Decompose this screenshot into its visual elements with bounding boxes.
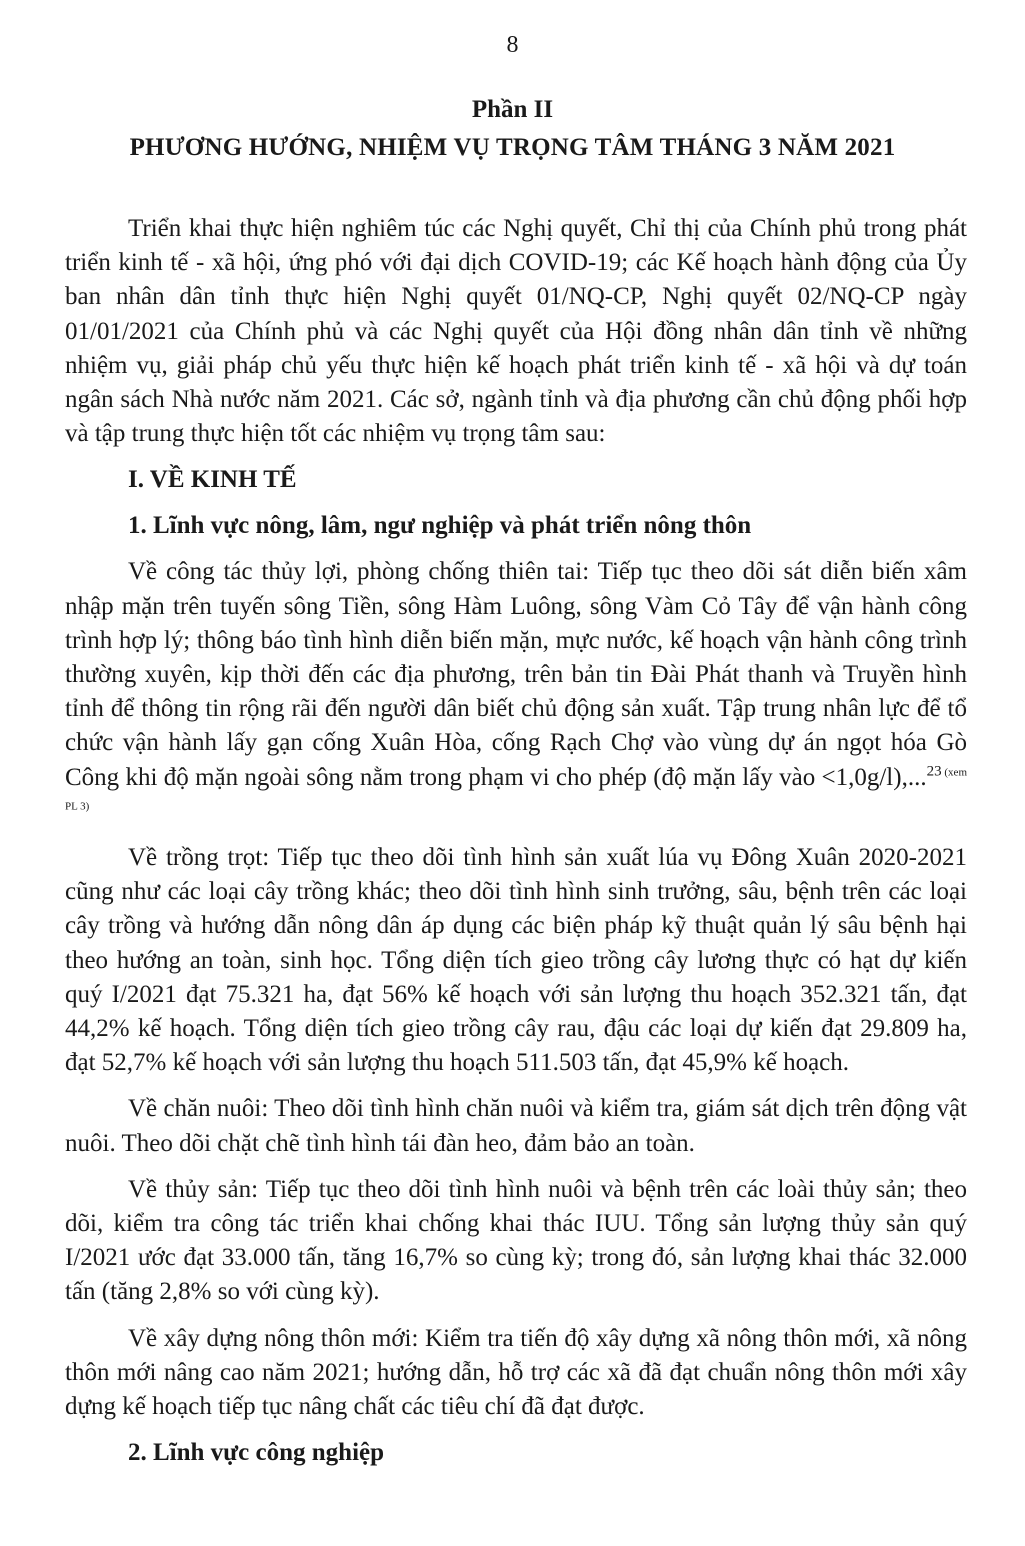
paragraph-irrigation: [65, 555, 967, 829]
subsection-heading-agriculture: 1. Lĩnh vực nông, lâm, ngư nghiệp và phát triển nông thôn: [128, 512, 752, 540]
section-heading-economy: I. VỀ KINH TẾ: [128, 466, 297, 494]
paragraph-rural-development: Về xây dựng nông thôn mới: Kiểm tra tiến độ xây dựng xã nông thôn mới, xã nông thôn mới nâng cao năm 2021; hướng dẫn, hỗ trợ các xã đã đạt chuẩn nông thôn mới xây dựng kế hoạch tiếp tục nâng chất các tiêu chí đã đạt được.: [65, 1324, 967, 1421]
footnote-number: 23: [926, 763, 942, 780]
page-number: 8: [506, 32, 519, 58]
document-body: [65, 212, 967, 1482]
paragraph-livestock: Về chăn nuôi: Theo dõi tình hình chăn nuôi và kiểm tra, giám sát dịch trên động vật nuôi. Theo dõi chặt chẽ tình hình tái đàn heo, đảm bảo an toàn.: [65, 1095, 967, 1157]
intro-paragraph: Triển khai thực hiện nghiêm túc các Nghị quyết, Chỉ thị của Chính phủ trong phát triển kinh tế - xã hội, ứng phó với đại dịch COVID-19; các Kế hoạch hành động của Ủy ban nhân dân tỉnh thực hiện Nghị quyết 01/NQ-CP, Nghị quyết 02/NQ-CP ngày 01/01/2021 của Chính phủ và các Nghị quyết của Hội đồng nhân dân tỉnh về những nhiệm vụ, giải pháp chủ yếu thực hiện kế hoạch phát triển kinh tế - xã hội và dự toán ngân sách Nhà nước năm 2021. Các sở, ngành tỉnh và địa phương cần chủ động phối hợp và tập trung thực hiện tốt các nhiệm vụ trọng tâm sau:: [65, 215, 967, 448]
footnote-reference: (xem PL 3): [65, 766, 967, 813]
page-title: PHƯƠNG HƯỚNG, NHIỆM VỤ TRỌNG TÂM THÁNG 3 NĂM 2021: [129, 134, 896, 161]
part-label: Phần II: [471, 96, 554, 123]
paragraph-crops: Về trồng trọt: Tiếp tục theo dõi tình hình sản xuất lúa vụ Đông Xuân 2020-2021 cũng như các loại cây trồng khác; theo dõi tình hình sinh trưởng, sâu, bệnh trên các loại cây trồng và hướng dẫn nông dân áp dụng các biện pháp kỹ thuật quản lý sâu bệnh hại theo hướng an toàn, sinh học. Tổng diện tích gieo trồng cây lương thực có hạt dự kiến quý I/2021 đạt 75.321 ha, đạt 56% kế hoạch với sản lượng thu hoạch 352.321 tấn, đạt 44,2% kế hoạch. Tổng diện tích gieo trồng cây rau, đậu các loại dự kiến đạt 29.809 ha, đạt 52,7% kế hoạch với sản lượng thu hoạch 511.503 tấn, đạt 45,9% kế hoạch.: [65, 844, 967, 1077]
subsection-heading-industry: 2. Lĩnh vực công nghiệp: [128, 1439, 385, 1467]
paragraph-irrigation-text: Về công tác thủy lợi, phòng chống thiên tai: Tiếp tục theo dõi sát diễn biến xâm nhập mặn trên tuyến sông Tiền, sông Hàm Luông, sông Vàm Cỏ Tây để vận hành công trình hợp lý; thông báo tình hình diễn biến mặn, mực nước, kế hoạch vận hành công trình thường xuyên, kịp thời đến các địa phương, trên bản tin Đài Phát thanh và Truyền hình tỉnh để thông tin rộng rãi đến người dân biết chủ động sản xuất. Tập trung nhân lực để tổ chức vận hành lấy gạn cống Xuân Hòa, cống Rạch Chợ vào vùng dự án ngọt hóa Gò Công khi độ mặn ngoài sông nằm trong phạm vi cho phép (độ mặn lấy vào <1,0g/l),...: [65, 558, 967, 791]
paragraph-fishery: Về thủy sản: Tiếp tục theo dõi tình hình nuôi và bệnh trên các loài thủy sản; theo dõi, kiểm tra công tác triển khai chống khai thác IUU. Tổng sản lượng thủy sản quý I/2021 ước đạt 33.000 tấn, tăng 16,7% so cùng kỳ; trong đó, sản lượng khai thác 32.000 tấn (tăng 2,8% so với cùng kỳ).: [65, 1175, 967, 1306]
